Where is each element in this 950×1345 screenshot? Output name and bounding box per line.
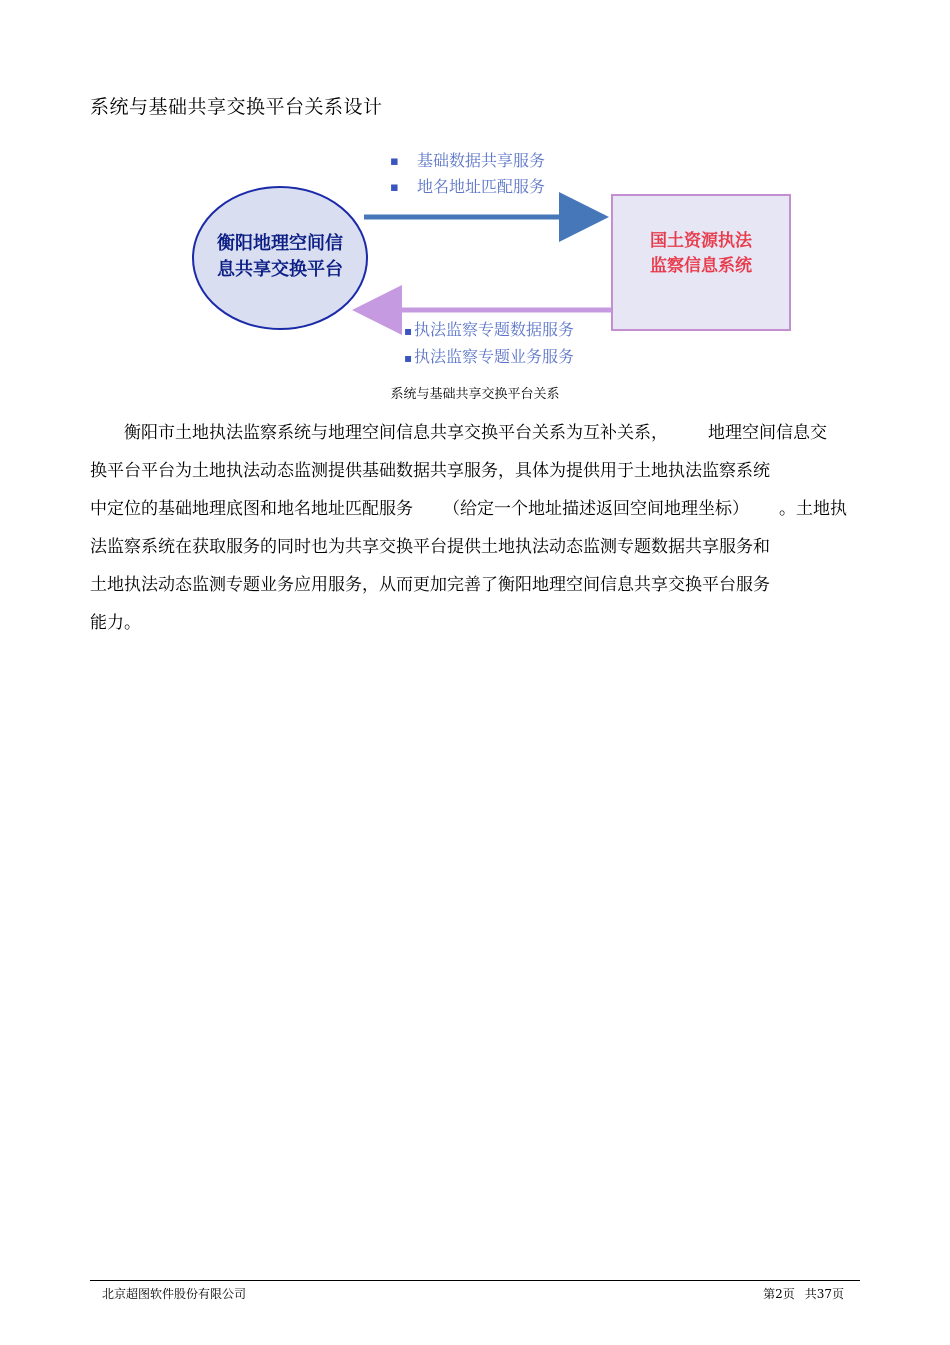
platform-label-line2: 息共享交换平台 <box>217 259 343 280</box>
paragraph-line: 法监察系统在获取服务的同时也为共享交换平台提供土地执法动态监测专题数据共享服务和 <box>90 537 770 557</box>
text-segment: 。土地执 <box>779 499 847 519</box>
bottom-service-bullet: ▪ <box>404 351 413 365</box>
figure-caption: 系统与基础共享交换平台关系 <box>390 387 560 402</box>
bottom-service-item: 执法监察专题数据服务 <box>414 320 575 339</box>
footer-page-info <box>763 1285 844 1302</box>
bottom-service-bullet: ▪ <box>404 324 413 338</box>
top-service-item: 地名地址匹配服务 <box>417 177 546 196</box>
top-service-bullet: ▪ <box>390 154 399 169</box>
footer-company: 北京超图软件股份有限公司 <box>102 1287 247 1301</box>
system-label-line1: 国土资源执法 <box>650 231 752 251</box>
footer-divider <box>90 1280 860 1281</box>
system-label-line2: 监察信息系统 <box>650 256 752 276</box>
diagram-canvas <box>184 146 796 372</box>
text-segment: 地理空间信息交 <box>708 423 827 443</box>
top-service-bullet: ▪ <box>390 180 399 195</box>
platform-label-line1: 衡阳地理空间信 <box>217 233 343 254</box>
bottom-service-item: 执法监察专题业务服务 <box>414 347 575 366</box>
page-total: 共37页 <box>804 1287 844 1301</box>
paragraph-line: 能力。 <box>90 613 141 633</box>
paragraph-line <box>90 414 860 452</box>
text-segment: （给定一个地址描述返回空间地理坐标） <box>443 499 749 519</box>
page-number: 第2页 <box>763 1287 795 1301</box>
text-segment: 衡阳市土地执法监察系统与地理空间信息共享交换平台关系为互补关系， <box>124 423 668 443</box>
top-service-item: 基础数据共享服务 <box>417 151 546 170</box>
paragraph-line: 土地执法动态监测专题业务应用服务，从而更加完善了衡阳地理空间信息共享交换平台服务 <box>90 575 770 595</box>
paragraph-line: 换平台平台为土地执法动态监测提供基础数据共享服务，具体为提供用于土地执法监察系统 <box>90 461 770 481</box>
paragraph-line <box>90 490 860 528</box>
text-segment: 中定位的基础地理底图和地名地址匹配服务 <box>90 499 413 519</box>
relationship-diagram <box>184 146 796 372</box>
platform-ellipse <box>193 187 367 329</box>
body-paragraph <box>90 414 860 642</box>
section-heading: 系统与基础共享交换平台关系设计 <box>90 96 383 118</box>
